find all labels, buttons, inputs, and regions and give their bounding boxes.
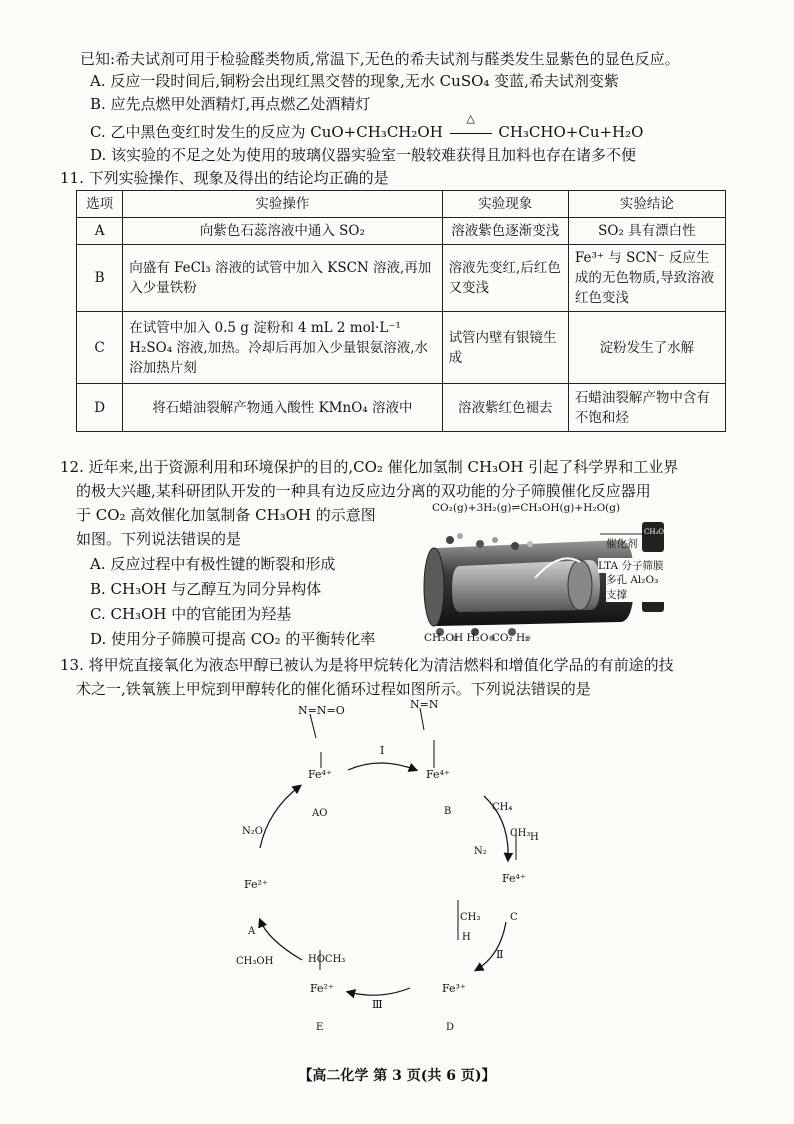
row-phenomenon: 溶液紫色逐渐变浅 — [442, 218, 568, 245]
n2-product: N₂ — [474, 846, 487, 857]
catalyst-label: 催化剂 — [606, 538, 638, 550]
ch3oh-tank-label: CH₃OH — [644, 528, 671, 536]
row-option: C — [77, 312, 123, 384]
heat-symbol: △ — [466, 112, 475, 125]
reactor-equation: CO₂(g)+3H₂(g)⇌CH₃OH(g)+H₂O(g) — [432, 502, 621, 514]
table-row — [77, 312, 726, 384]
fe4-B: Fe⁴⁺ — [426, 768, 450, 781]
row-option: B — [77, 245, 123, 312]
row-phenomenon: 试管内壁有银镜生成 — [442, 312, 568, 384]
option-10c — [90, 112, 644, 143]
step-I: I — [380, 744, 385, 757]
option-10b: B. 应先点燃甲处酒精灯,再点燃乙处酒精灯 — [90, 95, 371, 113]
table-header: 实验现象 — [442, 191, 568, 218]
membrane-reactor-figure — [420, 500, 670, 648]
heat-arrow — [448, 112, 494, 143]
label-B: B — [444, 806, 452, 817]
support-label: 多孔 Al₂O₃ 支撑 — [606, 572, 670, 602]
question-13-stem-2: 术之一,铁氧簇上甲烷到甲醇转化的催化循环过程如图所示。下列说法错误的是 — [76, 680, 591, 698]
row-operation: 将石蜡油裂解产物通入酸性 KMnO₄ 溶液中 — [123, 384, 442, 432]
row-operation: 向盛有 FeCl₃ 溶液的试管中加入 KSCN 溶液,再加入少量铁粉 — [123, 245, 442, 312]
n-atoms-AO: N=N=O — [298, 704, 345, 717]
fe4-C: Fe⁴⁺ — [502, 872, 526, 885]
h-atom-C: H — [530, 832, 539, 843]
step-II: Ⅱ — [496, 948, 504, 961]
table-row — [77, 218, 726, 245]
ch3oh-product: CH₃OH — [236, 956, 274, 967]
question-11-stem: 11. 下列实验操作、现象及得出的结论均正确的是 — [60, 169, 389, 187]
row-conclusion: 淀粉发生了水解 — [568, 312, 725, 384]
row-phenomenon: 溶液先变红,后红色又变浅 — [442, 245, 568, 312]
table-header: 实验结论 — [568, 191, 725, 218]
row-conclusion: Fe³⁺ 与 SCN⁻ 反应生成的无色物质,导致溶液红色变浅 — [568, 245, 725, 312]
row-option: D — [77, 384, 123, 432]
table-header-row — [77, 191, 726, 218]
fe4-AO: Fe⁴⁺ — [308, 768, 332, 781]
table-row — [77, 384, 726, 432]
option-10c-products: CH₃CHO+Cu+H₂O — [498, 123, 644, 141]
question-12-stem-4: 如图。下列说法错误的是 — [76, 530, 242, 548]
n-atoms-B: N=N — [410, 698, 439, 711]
question-12-stem-2: 的极大兴趣,某科研团队开发的一种具有边反应边分离的双功能的分子筛膜催化反应器用 — [76, 482, 651, 500]
label-A: A — [248, 926, 256, 937]
row-conclusion: 石蜡油裂解产物中含有不饱和烃 — [568, 384, 725, 432]
option-12b: B. CH₃OH 与乙醇互为同分异构体 — [90, 580, 322, 598]
row-phenomenon: 溶液紫红色褪去 — [442, 384, 568, 432]
table-header: 实验操作 — [123, 191, 442, 218]
reactor-species-legend: CH₃OH H₂O CO₂ H₂ — [424, 632, 530, 644]
known-info: 已知:希夫试剂可用于检验醛类物质,常温下,无色的希夫试剂与醛类发生显紫色的显色反应。 — [80, 50, 680, 68]
option-10c-text: C. 乙中黑色变红时发生的反应为 CuO+CH₃CH₂OH — [90, 123, 443, 141]
table-row — [77, 245, 726, 312]
option-10d: D. 该实验的不足之处为使用的玻璃仪器实验室一般较难获得且加料也存在诸多不便 — [90, 146, 637, 164]
question-13-stem-1: 13. 将甲烷直接氧化为液态甲醇已被认为是将甲烷转化为清洁燃料和增值化学品的有前途的技 — [60, 656, 674, 674]
membrane-label: LTA 分子筛膜 — [598, 560, 664, 572]
fe2-E: Fe²⁺ — [310, 982, 334, 995]
question-12-stem-3: 于 CO₂ 高效催化加氢制备 CH₃OH 的示意图 — [76, 506, 376, 524]
option-12a: A. 反应过程中有极性键的断裂和形成 — [90, 555, 336, 573]
table-header: 选项 — [77, 191, 123, 218]
option-12d: D. 使用分子筛膜可提高 CO₂ 的平衡转化率 — [90, 630, 376, 648]
experiment-table — [76, 190, 726, 432]
cycle-arrows — [220, 700, 580, 1040]
ch3-group-D: CH₃ — [460, 912, 481, 923]
fe3-D: Fe³⁺ — [442, 982, 466, 995]
question-12-stem-1: 12. 近年来,出于资源利用和环境保护的目的,CO₂ 催化加氢制 CH₃OH 引起了科学界和工业界 — [60, 458, 679, 476]
label-AO: AO — [312, 808, 328, 819]
ch4-reagent: CH₄ — [492, 802, 513, 813]
fe2-A: Fe²⁺ — [244, 878, 268, 891]
n2o-reagent: N₂O — [242, 826, 263, 837]
page-footer: 【高二化学 第 3 页(共 6 页)】 — [298, 1068, 496, 1084]
row-conclusion: SO₂ 具有漂白性 — [568, 218, 725, 245]
label-E: E — [316, 1022, 324, 1033]
h-atom-D: H — [462, 932, 471, 943]
hoch3-ligand: HOCH₃ — [308, 954, 346, 965]
ch3-group-C: CH₃ — [510, 828, 531, 839]
option-12c: C. CH₃OH 中的官能团为羟基 — [90, 605, 292, 623]
option-10a: A. 反应一段时间后,铜粉会出现红黑交替的现象,无水 CuSO₄ 变蓝,希夫试剂变紫 — [90, 72, 619, 90]
row-option: A — [77, 218, 123, 245]
step-III: Ⅲ — [372, 998, 383, 1011]
row-operation: 在试管中加入 0.5 g 淀粉和 4 mL 2 mol·L⁻¹ H₂SO₄ 溶液,加热。冷却后再加入少量银氨溶液,水浴加热片刻 — [123, 312, 442, 384]
label-D: D — [446, 1022, 455, 1033]
label-C: C — [510, 912, 518, 923]
row-operation: 向紫色石蕊溶液中通入 SO₂ — [123, 218, 442, 245]
catalytic-cycle-figure — [220, 700, 580, 1040]
